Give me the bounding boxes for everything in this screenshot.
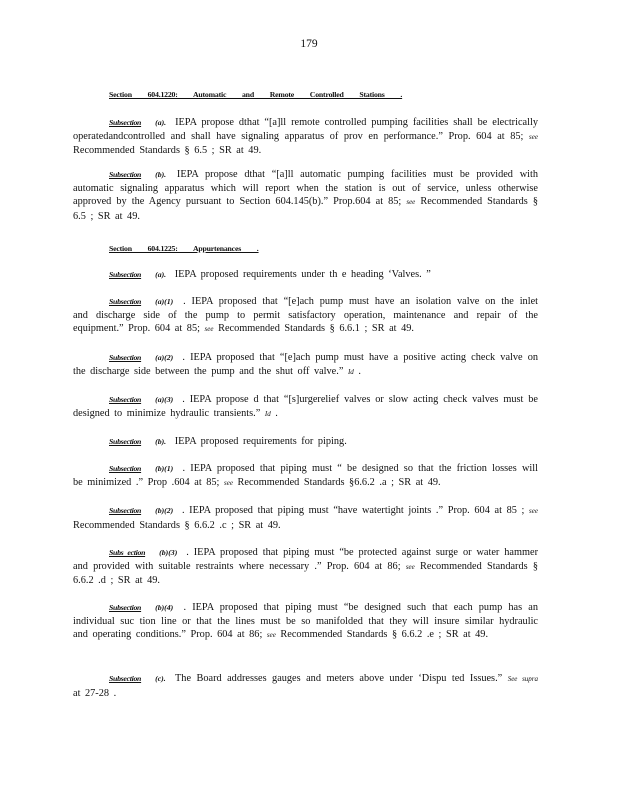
subsection-label: Subsection [109,603,142,612]
citation-tail: Recommended Standards § 6.6.1 ; SR at 49. [218,323,414,335]
paragraph-text: . IEPA proposed that piping must “have watertight joints .” Prop. 604 at 85 ; [181,505,525,516]
paragraph-1225-b4 [73,601,538,643]
paragraph-text: IEPA proposed requirements under th e heading ‘Valves. ” [174,269,431,280]
paragraph-1225-b2 [73,504,538,532]
citation-tail: . [275,407,278,419]
subsection-number: (b)(2) [155,506,174,515]
citation-tail: at 27-28 . [73,687,117,699]
paragraph-1225-b3 [73,546,538,588]
subsection-label: Subsection [109,464,142,473]
citation-tail: Recommended Standards § 6.6.2 .d ; SR at 49. [73,560,539,587]
paragraph-1225-a [73,268,538,282]
citation-signal: Id [347,367,354,376]
paragraph-text: . IEPA proposed that “[e]ach pump must have a positive acting check valve on the discharge side between the pump and the shut off valve.” [73,352,538,377]
subsection-label: Subsection [109,118,142,127]
citation-tail: Recommended Standards § 6.5 ; SR at 49. [73,196,538,222]
paragraph-1220-b [73,168,538,223]
page-number: 179 [300,38,318,50]
subsection-number: (b)(4) [155,603,174,612]
section-heading-1220: Section 604.1220: Automatic and Remote Controlled Stations . [109,90,403,99]
citation-signal: see [204,325,214,334]
paragraph-1225-a1 [73,295,538,337]
paragraph-text: IEPA propose dthat “[a]ll remote controlled pumping facilities shall be electrically operatedandcontrolled and shall have signaling apparatus of prov en performance.” Prop. 604 at 85; [73,117,538,142]
subsection-label: Subsection [109,437,142,446]
subsection-label: Subsection [109,674,142,683]
citation-signal: see [266,631,276,640]
subsection-number: (c). [155,674,166,683]
paragraph-text: . IEPA proposed that piping must “be protected against surge or water hammer and provided with suitable restraints where necessary .” Prop. 604 at 86; [73,547,538,572]
paragraph-text: The Board addresses gauges and meters above under ‘Dispu ted Issues.” [175,673,503,684]
paragraph-text: . IEPA proposed that piping must “ be designed so that the friction losses will be minimized .” Prop .604 at 85; [73,463,538,488]
subsection-label: Subsection [109,506,142,515]
paragraph-1220-a [73,116,538,158]
citation-signal: see [529,507,538,515]
citation-signal: Id [264,409,271,418]
citation-signal: see [406,198,416,207]
paragraph-text: . IEPA propose d that “[s]urgerelief valves or slow acting check valves must be designed to minimize hydraulic transients.” [73,394,538,419]
subsection-label: Subsection [109,395,142,404]
citation-signal: see [405,562,415,571]
section-heading-1225: Section 604.1225: Appurtenances . [109,244,259,253]
citation-signal: see [224,478,233,487]
subsection-label: Subsection [109,170,142,179]
subsection-label: Subsection [109,297,142,306]
paragraph-text: IEPA proposed requirements for piping. [174,436,347,447]
subsection-number: (b)(3) [159,548,178,557]
paragraph-1225-c [73,672,538,700]
paragraph-text: IEPA propose dthat “[a]ll automatic pumping facilities must be provided with automatic signaling apparatus which will report when the station is out of service, unless otherwise approved by the Agency pursuant to Section 604.145(b).” Prop.604 at 85; [73,169,539,208]
subsection-label: Subsection [109,270,142,279]
citation-tail: . [358,365,361,377]
citation-signal: See supra [507,675,539,683]
citation-tail: Recommended Standards § 6.5 ; SR at 49. [73,145,262,157]
paragraph-1225-b [73,435,538,449]
paragraph-text: . IEPA proposed that piping must “be designed such that each pump has an individual suc tion line or that the lines must be so manifolded that they will insure similar hydraulic and operating conditions.” Prop. 604 at 86; [73,602,538,641]
subsection-number: (a). [155,118,167,127]
subsection-number: (a). [155,270,167,279]
citation-tail: Recommended Standards § 6.6.2 .e ; SR at 49. [280,629,489,641]
subsection-number: (b). [155,170,167,179]
paragraph-1225-a3 [73,393,538,421]
paragraph-1225-b1 [73,462,538,490]
subsection-number: (a)(1) [155,297,174,306]
subsection-label: Subsection [109,353,142,362]
subsection-number: (b)(1) [155,464,174,473]
subsection-number: (a)(3) [155,395,174,404]
subsection-label: Subs ection [109,548,146,557]
subsection-number: (b). [155,437,167,446]
paragraph-1225-a2 [73,351,538,379]
subsection-number: (a)(2) [155,353,174,362]
citation-signal: see [529,132,538,141]
citation-tail: Recommended Standards §6.6.2 .a ; SR at 49. [237,476,441,488]
paragraph-text: . IEPA proposed that “[e]ach pump must have an isolation valve on the inlet and discharge side of the pump to permit satisfactory operation, maintenance and repair of the equipment.” Prop. 604 at 85; [73,296,538,335]
citation-tail: Recommended Standards § 6.6.2 .c ; SR at 49. [73,519,281,531]
